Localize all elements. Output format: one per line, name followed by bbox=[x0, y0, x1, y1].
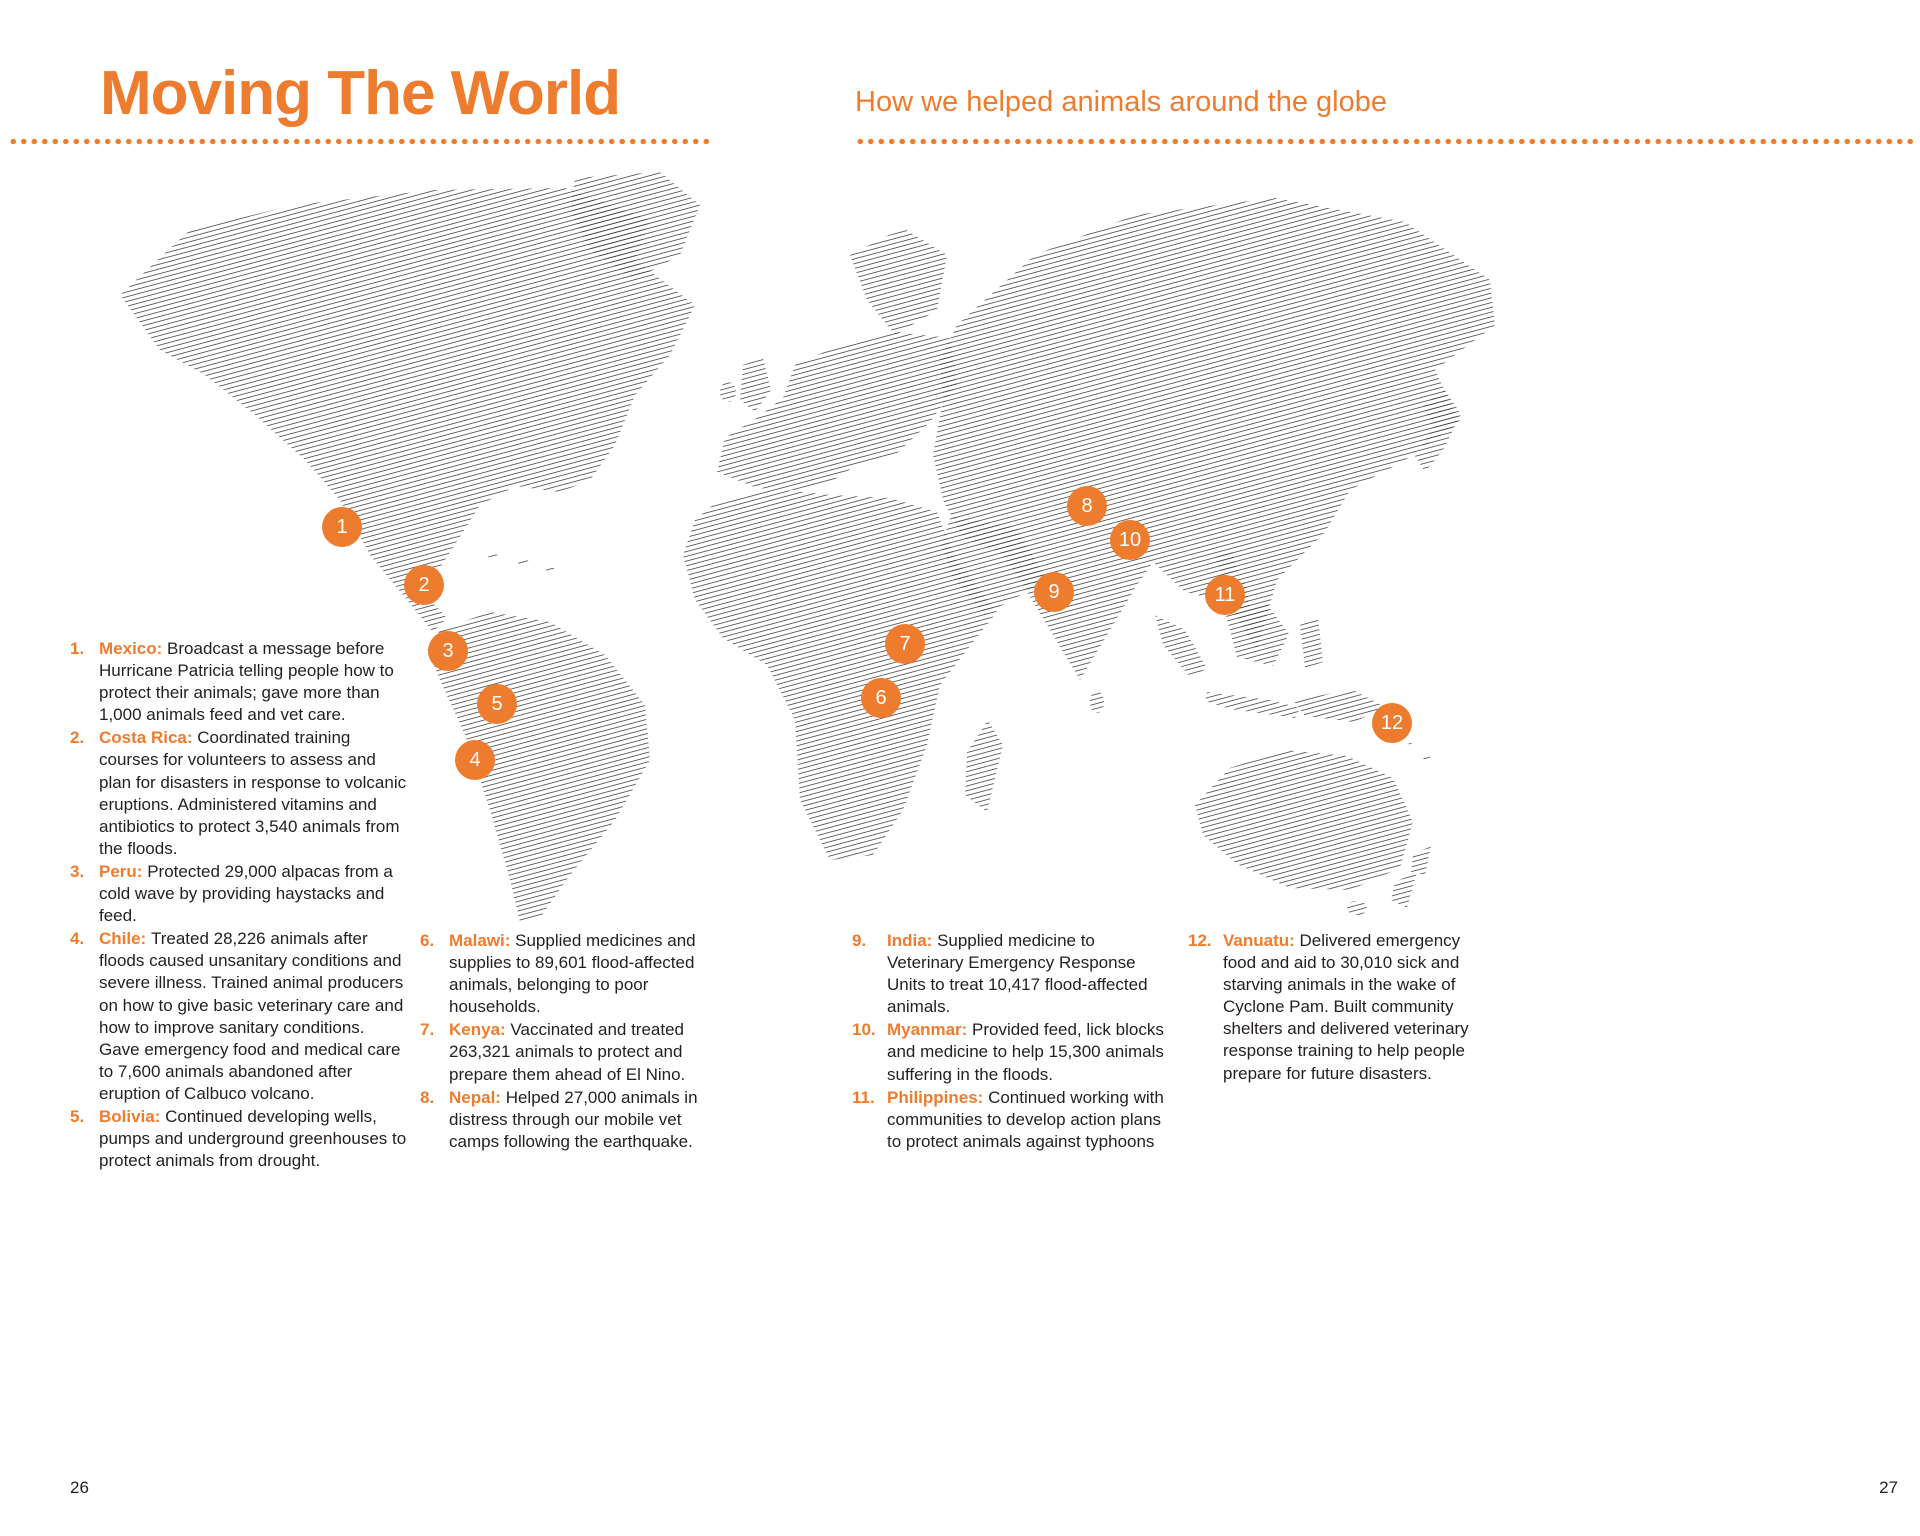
islands-caribbean bbox=[517, 560, 529, 565]
item-number: 6. bbox=[420, 931, 435, 950]
island-borneo bbox=[1225, 604, 1289, 666]
list-column-pacific bbox=[1188, 930, 1496, 1086]
country-name: Kenya: bbox=[449, 1020, 511, 1040]
item-text: Chile: Treated 28,226 animals after floods caused unsanitary conditions and severe illness. Trained animal producers on how to give basic veterinary care and how to improve sanitary conditions. Gave emergency food and medical care to 7,600 animals abandoned after eruption of Calbuco volcano. bbox=[99, 929, 404, 1103]
item-text: Kenya: Vaccinated and treated 263,321 animals to protect and prepare them ahead of El Nino. bbox=[449, 1020, 686, 1084]
island-sulawesi bbox=[1300, 618, 1323, 668]
list-item bbox=[1188, 930, 1496, 1085]
continent-australia bbox=[1195, 750, 1413, 890]
item-text: Nepal: Helped 27,000 animals in distress through our mobile vet camps following the earthquake. bbox=[449, 1087, 698, 1151]
item-number: 1. bbox=[70, 639, 85, 658]
country-name: Myanmar: bbox=[887, 1020, 973, 1040]
item-text: Mexico: Broadcast a message before Hurricane Patricia telling people how to protect their animals; gave more than 1,000 animals feed and vet care. bbox=[99, 639, 394, 725]
item-number: 9. bbox=[852, 931, 867, 950]
country-name: Nepal: bbox=[449, 1087, 506, 1107]
item-number: 4. bbox=[70, 929, 85, 949]
country-name: Peru: bbox=[99, 861, 148, 881]
country-name: Chile: bbox=[99, 929, 151, 949]
list-item bbox=[420, 1087, 722, 1153]
list-item bbox=[852, 1019, 1170, 1085]
item-text: Peru: Protected 29,000 alpacas from a cold wave by providing haystacks and feed. bbox=[99, 861, 393, 926]
map-marker-2: 2 bbox=[404, 565, 444, 605]
island-sri-lanka bbox=[1090, 691, 1104, 713]
page-subtitle: How we helped animals around the globe bbox=[855, 86, 1388, 118]
island-java bbox=[1205, 692, 1300, 718]
item-text: Myanmar: Provided feed, lick blocks and medicine to help 15,300 animals suffering in the floods. bbox=[887, 1020, 1164, 1084]
item-number: 10. bbox=[852, 1020, 876, 1040]
list-item bbox=[420, 930, 722, 1018]
page-number-left: 26 bbox=[70, 1478, 89, 1497]
islands-caribbean bbox=[546, 568, 556, 573]
item-text: Bolivia: Continued developing wells, pumps and underground greenhouses to protect animals from drought. bbox=[99, 1106, 407, 1171]
list-item bbox=[70, 638, 408, 726]
list-item bbox=[70, 928, 408, 1105]
islands-pacific bbox=[1408, 743, 1414, 747]
list-column-asia bbox=[852, 930, 1170, 1154]
page-number-right: 27 bbox=[1879, 1478, 1898, 1497]
island-tasmania bbox=[1347, 901, 1367, 915]
country-name: Philippines: bbox=[887, 1087, 989, 1107]
map-marker-12: 12 bbox=[1372, 703, 1412, 743]
islands-caribbean bbox=[488, 554, 498, 559]
islands-pacific bbox=[1423, 756, 1431, 760]
country-name: Bolivia: bbox=[99, 1106, 166, 1126]
map-marker-6: 6 bbox=[861, 678, 901, 718]
item-number: 7. bbox=[420, 1020, 435, 1040]
island-britain bbox=[740, 358, 771, 412]
list-item bbox=[70, 861, 408, 927]
map-marker-4: 4 bbox=[455, 740, 495, 780]
list-item bbox=[852, 1087, 1170, 1153]
list-column-americas bbox=[70, 638, 408, 1173]
list-item bbox=[70, 727, 408, 860]
country-name: Malawi: bbox=[449, 931, 516, 950]
dotted-rule-right bbox=[855, 138, 1913, 145]
list-item bbox=[70, 1106, 408, 1172]
list-item bbox=[852, 930, 1170, 1018]
country-name: India: bbox=[887, 931, 938, 950]
item-text: Costa Rica: Coordinated training courses for volunteers to assess and plan for disasters in response to volcanic eruptions. Administered vitamins and antibiotics to protect 3,540 animals from the floods. bbox=[99, 728, 407, 858]
item-number: 2. bbox=[70, 728, 85, 748]
dotted-rule-left bbox=[8, 138, 712, 145]
map-marker-9: 9 bbox=[1034, 572, 1074, 612]
item-text: India: Supplied medicine to Veterinary Emergency Response Units to treat 10,417 flood-affected animals. bbox=[887, 931, 1148, 1017]
country-name: Mexico: bbox=[99, 639, 168, 658]
item-number: 3. bbox=[70, 861, 85, 881]
map-marker-8: 8 bbox=[1067, 486, 1107, 526]
item-text: Malawi: Supplied medicines and supplies to 89,601 flood-affected animals, belonging to poor households. bbox=[449, 931, 696, 1017]
country-name: Costa Rica: bbox=[99, 728, 198, 748]
item-number: 8. bbox=[420, 1087, 435, 1107]
list-column-africa-nepal bbox=[420, 930, 722, 1154]
map-marker-10: 10 bbox=[1110, 520, 1150, 560]
country-name: Vanuatu: bbox=[1223, 931, 1300, 950]
island-madagascar bbox=[965, 720, 1003, 812]
island-ireland bbox=[720, 382, 736, 402]
continent-europe bbox=[717, 332, 957, 490]
map-marker-7: 7 bbox=[885, 624, 925, 664]
page-title: Moving The World bbox=[100, 59, 621, 128]
list-item bbox=[420, 1019, 722, 1085]
map-marker-11: 11 bbox=[1205, 575, 1245, 615]
map-marker-5: 5 bbox=[477, 684, 517, 724]
island-new-zealand-south bbox=[1391, 872, 1417, 908]
item-text: Vanuatu: Delivered emergency food and aid to 30,010 sick and starving animals in the wake of Cyclone Pam. Built community shelters and delivered veterinary response training to help people prepare for future disasters. bbox=[1223, 931, 1469, 1083]
region-scandinavia bbox=[850, 228, 947, 335]
island-new-zealand-north bbox=[1411, 846, 1431, 875]
map-marker-1: 1 bbox=[322, 507, 362, 547]
item-text: Philippines: Continued working with communities to develop action plans to protect animals against typhoons bbox=[887, 1087, 1164, 1151]
island-sumatra bbox=[1155, 615, 1207, 678]
map-marker-3: 3 bbox=[428, 631, 468, 671]
item-number: 11. bbox=[852, 1087, 875, 1107]
item-number: 12. bbox=[1188, 931, 1212, 950]
item-number: 5. bbox=[70, 1106, 85, 1126]
